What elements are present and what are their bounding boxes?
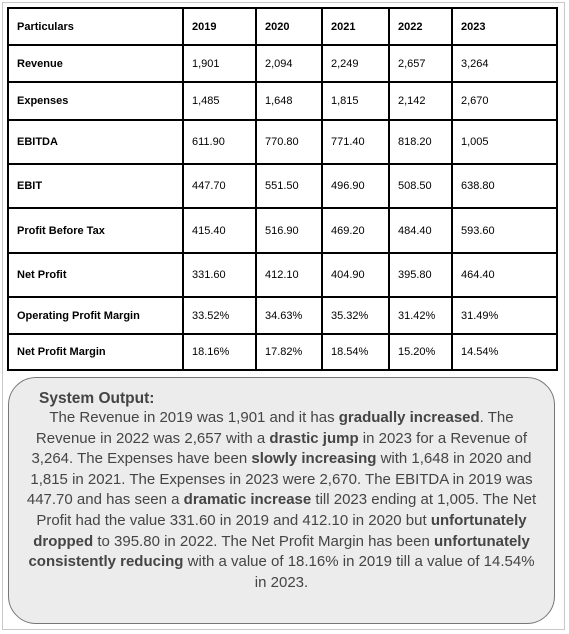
row-label: EBIT xyxy=(8,164,183,208)
table-cell: 516.90 xyxy=(256,208,322,253)
table-cell: 447.70 xyxy=(183,164,256,208)
table-cell: 331.60 xyxy=(183,253,256,297)
financial-table-body xyxy=(8,8,557,370)
emphasized-phrase: unfortunately consistently reducing xyxy=(28,532,530,571)
table-cell: 35.32% xyxy=(322,297,389,334)
emphasized-phrase: gradually increased xyxy=(338,409,480,426)
table-cell: 2,142 xyxy=(389,82,452,120)
table-row xyxy=(8,45,557,82)
text-segment: with a value of 18.16% in 2019 till a value of 14.54% in 2023. xyxy=(183,553,535,591)
table-cell: 770.80 xyxy=(256,120,322,164)
table-cell: 1,901 xyxy=(183,45,256,82)
table-row xyxy=(8,164,557,208)
table-cell: 33.52% xyxy=(183,297,256,334)
table-cell: 551.50 xyxy=(256,164,322,208)
row-label: Profit Before Tax xyxy=(8,208,183,253)
system-output-title: System Output: xyxy=(39,390,155,407)
table-cell: 484.40 xyxy=(389,208,452,253)
text-segment: in 2023 for a Revenue of 3,264. The Expenses have been xyxy=(31,429,528,468)
row-label: Revenue xyxy=(8,45,183,82)
table-header-row xyxy=(8,8,557,45)
table-cell: 18.54% xyxy=(322,334,389,370)
emphasized-phrase: dramatic increase xyxy=(183,491,312,509)
table-cell: 818.20 xyxy=(389,120,452,164)
text-segment: till 2023 ending at 1,005. The Net Profit had the value 331.60 in 2019 and 412.10 in 2020 but xyxy=(36,491,537,529)
table-row xyxy=(8,208,557,253)
table-row xyxy=(8,297,557,334)
row-label: Net Profit xyxy=(8,253,183,297)
table-cell: 2,094 xyxy=(256,45,322,82)
table-cell: 2,670 xyxy=(452,82,557,120)
text-segment: with 1,648 in 2020 and 1,815 in 2021. The Expenses in 2023 were 2,670. The EBITDA in 2019 was 447.70 and has seen a xyxy=(26,450,533,509)
table-cell: 14.54% xyxy=(452,334,557,370)
table-cell: 18.16% xyxy=(183,334,256,370)
column-header: 2021 xyxy=(322,8,389,45)
table-cell: 395.80 xyxy=(389,253,452,297)
text-segment: . The Revenue in 2022 was 2,657 with a xyxy=(35,409,514,447)
system-output-text xyxy=(25,408,538,593)
row-label: Operating Profit Margin xyxy=(8,297,183,334)
table-cell: 638.80 xyxy=(452,164,557,208)
table-cell: 611.90 xyxy=(183,120,256,164)
row-label: Net Profit Margin xyxy=(8,334,183,370)
table-cell: 2,657 xyxy=(389,45,452,82)
row-label: Expenses xyxy=(8,82,183,120)
row-label: EBITDA xyxy=(8,120,183,164)
emphasized-phrase: drastic jump xyxy=(269,429,359,447)
table-cell: 1,485 xyxy=(183,82,256,120)
table-cell: 415.40 xyxy=(183,208,256,253)
table-cell: 34.63% xyxy=(256,297,322,334)
financial-table xyxy=(7,7,558,371)
column-header: 2019 xyxy=(183,8,256,45)
column-header: Particulars xyxy=(8,8,183,45)
table-row xyxy=(8,120,557,164)
table-cell: 17.82% xyxy=(256,334,322,370)
column-header: 2022 xyxy=(389,8,452,45)
text-segment: to 395.80 in 2022. The Net Profit Margin has been xyxy=(93,532,434,550)
table-cell: 404.90 xyxy=(322,253,389,297)
table-row xyxy=(8,253,557,297)
table-cell: 15.20% xyxy=(389,334,452,370)
table-cell: 1,815 xyxy=(322,82,389,120)
table-cell: 496.90 xyxy=(322,164,389,208)
table-row xyxy=(8,334,557,370)
emphasized-phrase: slowly increasing xyxy=(251,450,377,468)
table-cell: 1,005 xyxy=(452,120,557,164)
table-cell: 771.40 xyxy=(322,120,389,164)
column-header: 2020 xyxy=(256,8,322,45)
column-header: 2023 xyxy=(452,8,557,45)
table-cell: 593.60 xyxy=(452,208,557,253)
table-cell: 2,249 xyxy=(322,45,389,82)
text-segment: The Revenue in 2019 was 1,901 and it has xyxy=(49,409,339,426)
table-cell: 412.10 xyxy=(256,253,322,297)
table-row xyxy=(8,82,557,120)
emphasized-phrase: unfortunately dropped xyxy=(33,511,527,550)
table-cell: 464.40 xyxy=(452,253,557,297)
table-cell: 469.20 xyxy=(322,208,389,253)
system-output-box xyxy=(8,377,555,624)
table-cell: 508.50 xyxy=(389,164,452,208)
table-cell: 3,264 xyxy=(452,45,557,82)
table-cell: 31.49% xyxy=(452,297,557,334)
table-cell: 1,648 xyxy=(256,82,322,120)
table-cell: 31.42% xyxy=(389,297,452,334)
